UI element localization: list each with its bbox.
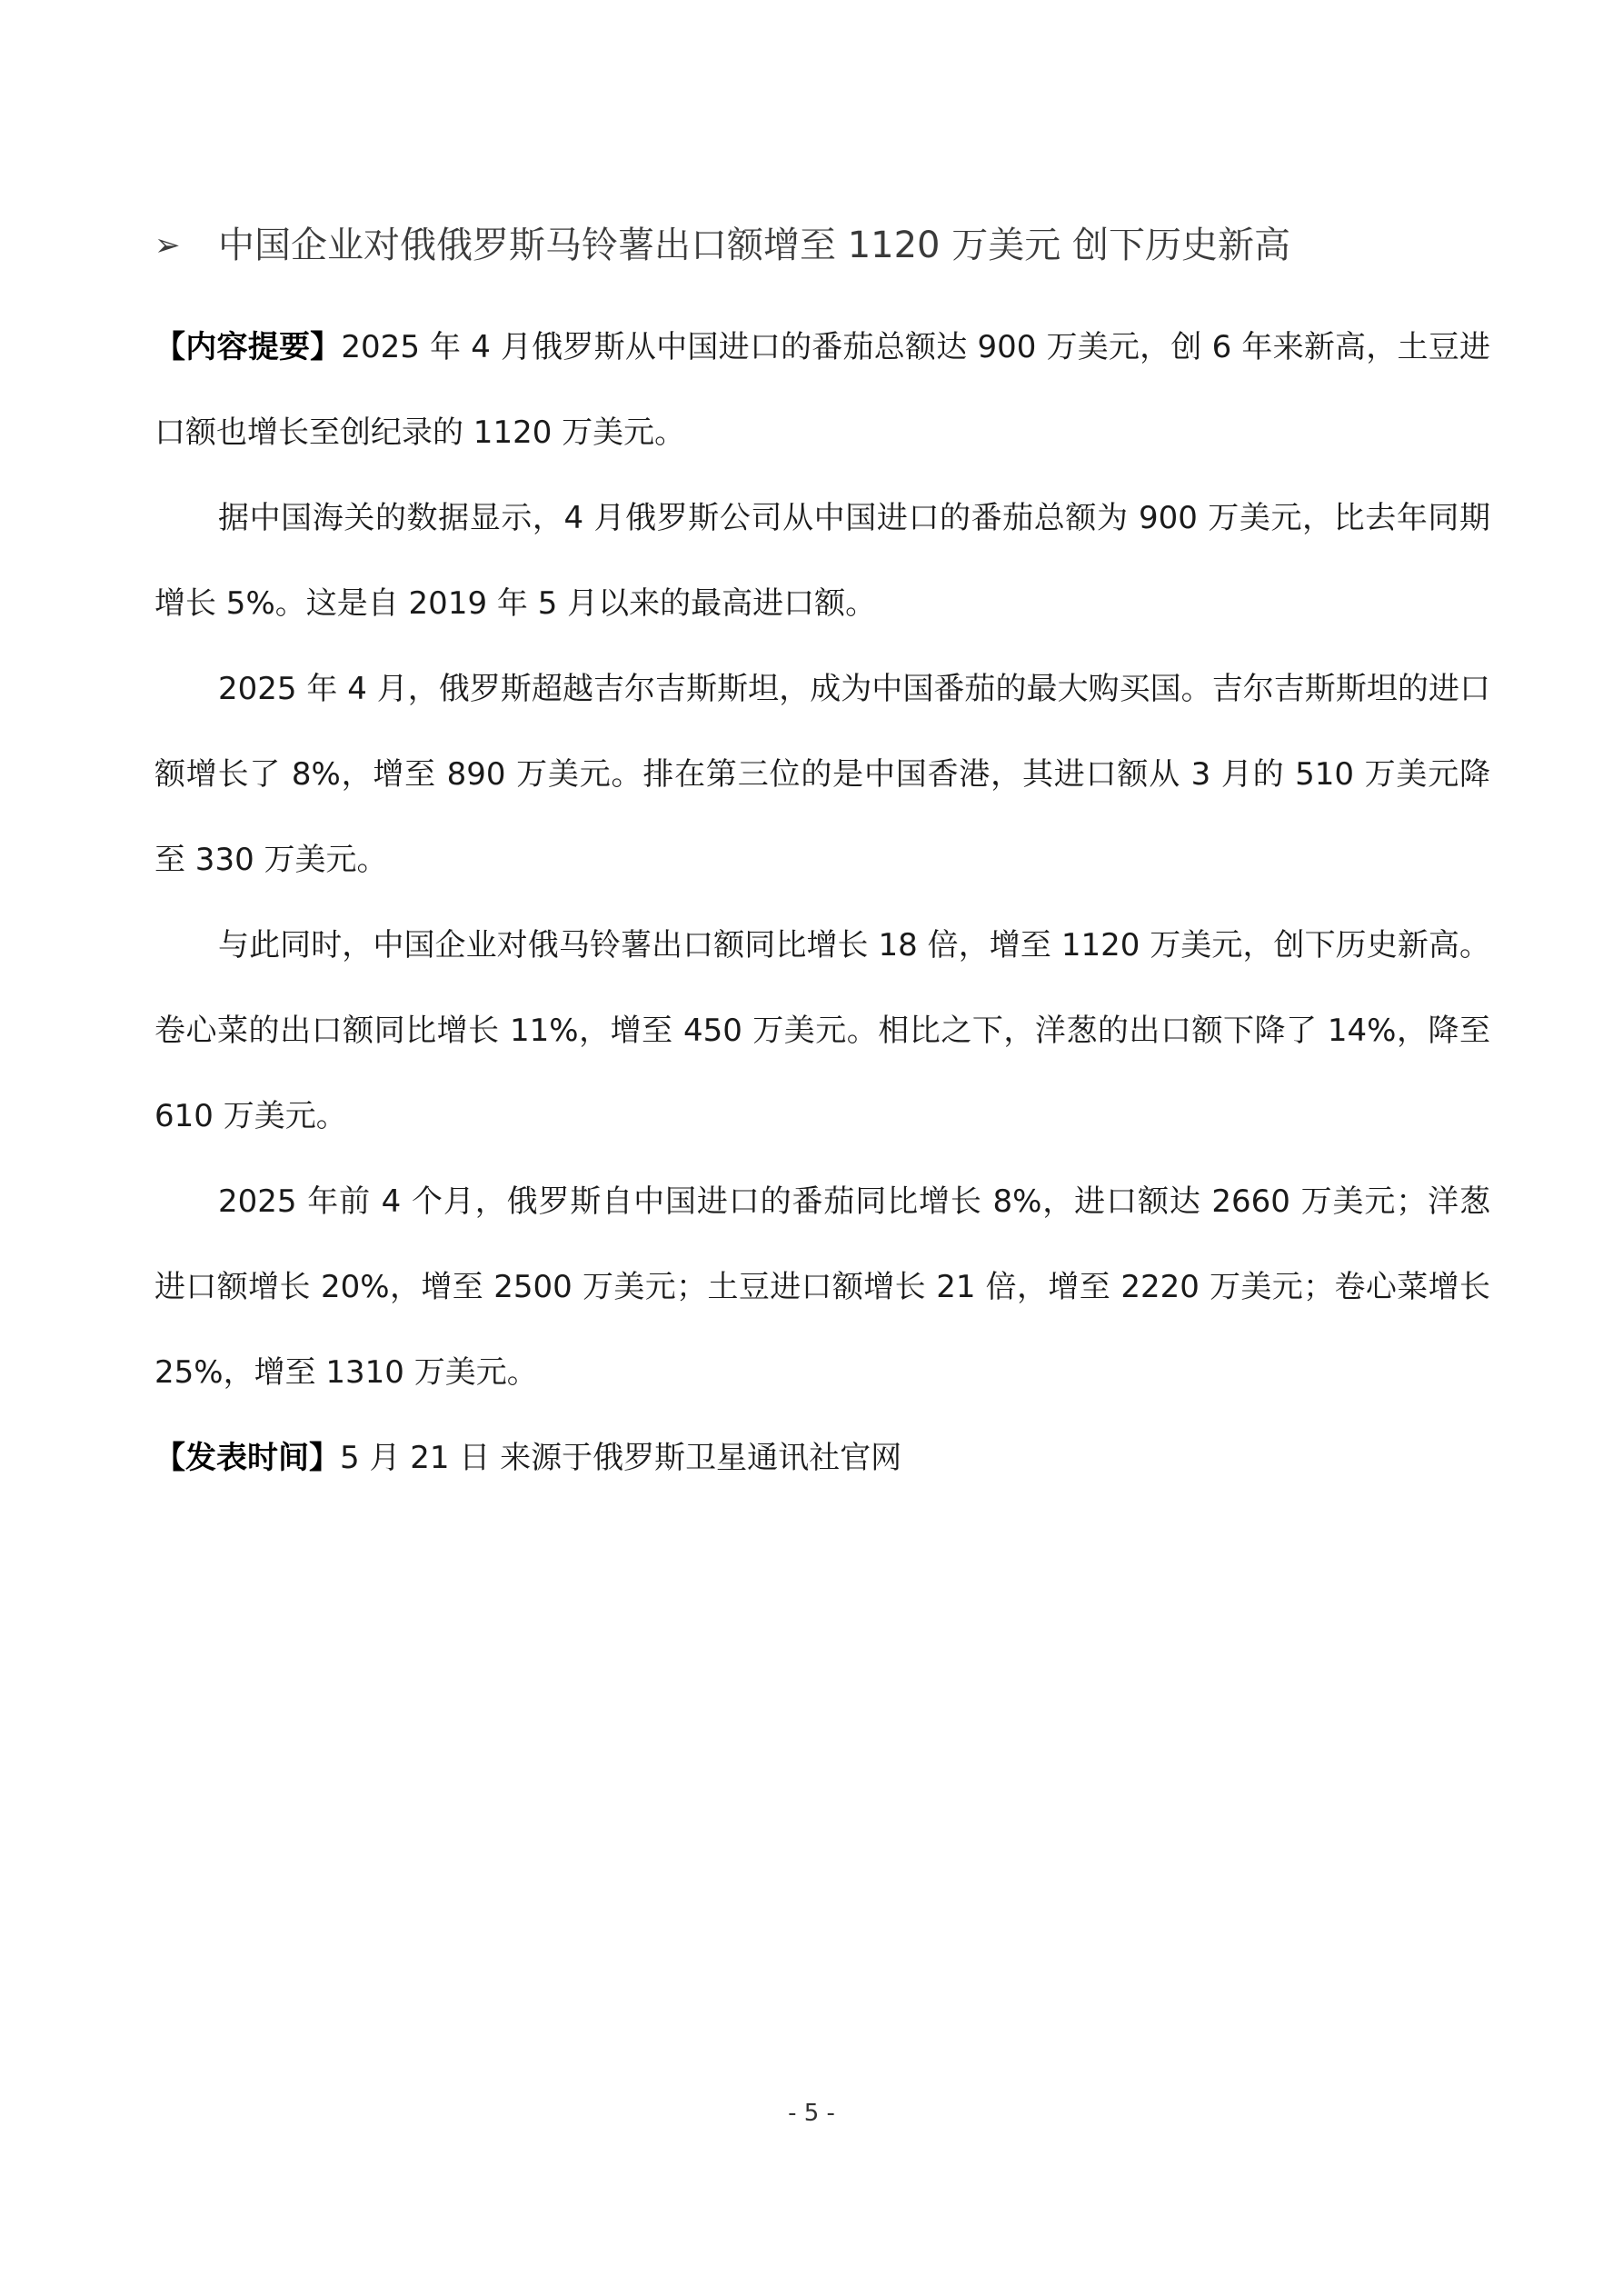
page-number: - 5 -: [788, 2100, 835, 2127]
article-body: [154, 304, 1490, 1501]
publish-text: 5 月 21 日 来源于俄罗斯卫星通讯社官网: [340, 1440, 902, 1476]
summary-paragraph: [154, 304, 1490, 475]
arrow-bullet-icon: ➢: [154, 227, 181, 264]
body-paragraph: 与此同时，中国企业对俄马铃薯出口额同比增长 18 倍，增至 1120 万美元，创下历史新高。卷心菜的出口额同比增长 11%，增至 450 万美元。相比之下，洋葱的出口额下降了 14%，降至 610 万美元。: [154, 927, 1490, 1134]
body-paragraph: 2025 年前 4 个月，俄罗斯自中国进口的番茄同比增长 8%，进口额达 2660 万美元；洋葱进口额增长 20%，增至 2500 万美元；土豆进口额增长 21 倍，增至 2220 万美元；卷心菜增长 25%，增至 1310 万美元。: [154, 1183, 1490, 1391]
publish-info: [154, 1415, 1490, 1501]
body-paragraph: 据中国海关的数据显示，4 月俄罗斯公司从中国进口的番茄总额为 900 万美元，比去年同期增长 5%。这是自 2019 年 5 月以来的最高进口额。: [154, 500, 1490, 622]
summary-tag: 【内容提要】: [154, 329, 342, 365]
body-paragraph: 2025 年 4 月，俄罗斯超越吉尔吉斯斯坦，成为中国番茄的最大购买国。吉尔吉斯斯坦的进口额增长了 8%，增至 890 万美元。排在第三位的是中国香港，其进口额从 3 月的 510 万美元降至 330 万美元。: [154, 671, 1490, 878]
publish-tag: 【发表时间】: [154, 1440, 340, 1476]
summary-text: 2025 年 4 月俄罗斯从中国进口的番茄总额达 900 万美元，创 6 年来新高，土豆进口额也增长至创纪录的 1120 万美元。: [154, 329, 1491, 451]
article-heading: [154, 218, 1481, 273]
article-title: 中国企业对俄俄罗斯马铃薯出口额增至 1120 万美元 创下历史新高: [218, 225, 1290, 266]
